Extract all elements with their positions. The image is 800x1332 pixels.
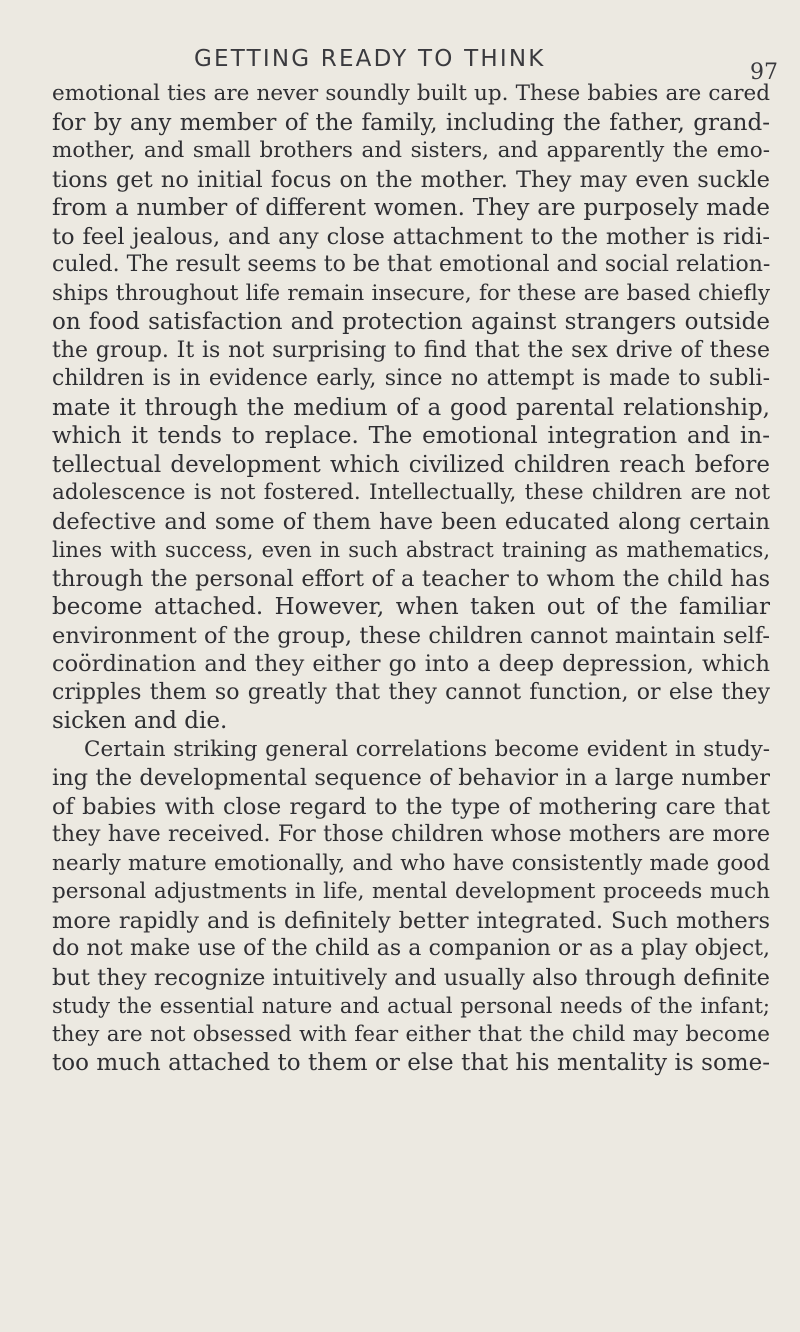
text-line: personal adjustments in life, mental development proceeds much [52,879,770,904]
text-line: defective and some of them have been educated along certain [52,508,770,535]
text-line: environment of the group, these children cannot maintain self- [52,622,770,649]
text-line: on food satisfaction and protection against strangers outside [52,309,770,335]
text-line: mate it through the medium of a good parental relationship, [52,394,770,421]
text-line: do not make use of the child as a companion or as a play object, [52,936,770,961]
text-line: they have received. For those children whose mothers are more [52,822,770,847]
paragraph-2 [52,736,770,1078]
text-line: adolescence is not fostered. Intellectually, these children are not [52,480,770,505]
text-line: ships throughout life remain insecure, for these are based chiefly [52,280,770,306]
text-line: through the personal effort of a teacher to whom the child has [52,565,770,592]
body-text [52,80,770,1078]
text-line: emotional ties are never soundly built up. These babies are cared [52,81,770,106]
text-line: for by any member of the family, including the father, grand- [52,109,770,136]
text-line: tellectual development which civilized children reach before [52,451,770,478]
text-line: to feel jealous, and any close attachment to the mother is ridi- [52,223,770,250]
text-line: lines with success, even in such abstract training as mathematics, [52,538,770,562]
text-line: which it tends to replace. The emotional integration and in- [52,423,770,449]
text-line: the group. It is not surprising to find that the sex drive of these [52,337,770,363]
text-line: tions get no initial focus on the mother. They may even suckle [52,166,770,193]
text-line: from a number of different women. They are purposely made [52,195,770,221]
text-line: sicken and die. [52,708,228,734]
text-line: study the essential nature and actual personal needs of the infant; [52,994,770,1018]
text-line: but they recognize intuitively and usually also through definite [52,964,770,991]
text-line: Certain striking general correlations become evident in study- [84,736,770,762]
page-number: 97 [750,60,778,85]
text-line: they are not obsessed with fear either that the child may become [52,1021,770,1047]
paragraph-1 [52,80,770,736]
text-line: too much attached to them or else that his mentality is some- [52,1050,770,1076]
text-line: nearly mature emotionally, and who have consistently made good [52,850,770,876]
text-line: culed. The result seems to be that emotional and social relation- [52,252,770,277]
text-line: become attached. However, when taken out of the familiar [52,594,770,620]
text-line: children is in evidence early, since no attempt is made to subli- [52,366,770,391]
text-line: cripples them so greatly that they cannot function, or else they [52,679,770,705]
text-line: more rapidly and is definitely better integrated. Such mothers [52,907,770,934]
text-line: coördination and they either go into a deep depression, which [52,651,770,677]
text-line: of babies with close regard to the type of mothering care that [52,793,770,820]
text-line: mother, and small brothers and sisters, and apparently the emo- [52,138,770,163]
running-head: GETTING READY TO THINK [194,46,546,72]
text-line: ing the developmental sequence of behavior in a large number [52,765,770,791]
